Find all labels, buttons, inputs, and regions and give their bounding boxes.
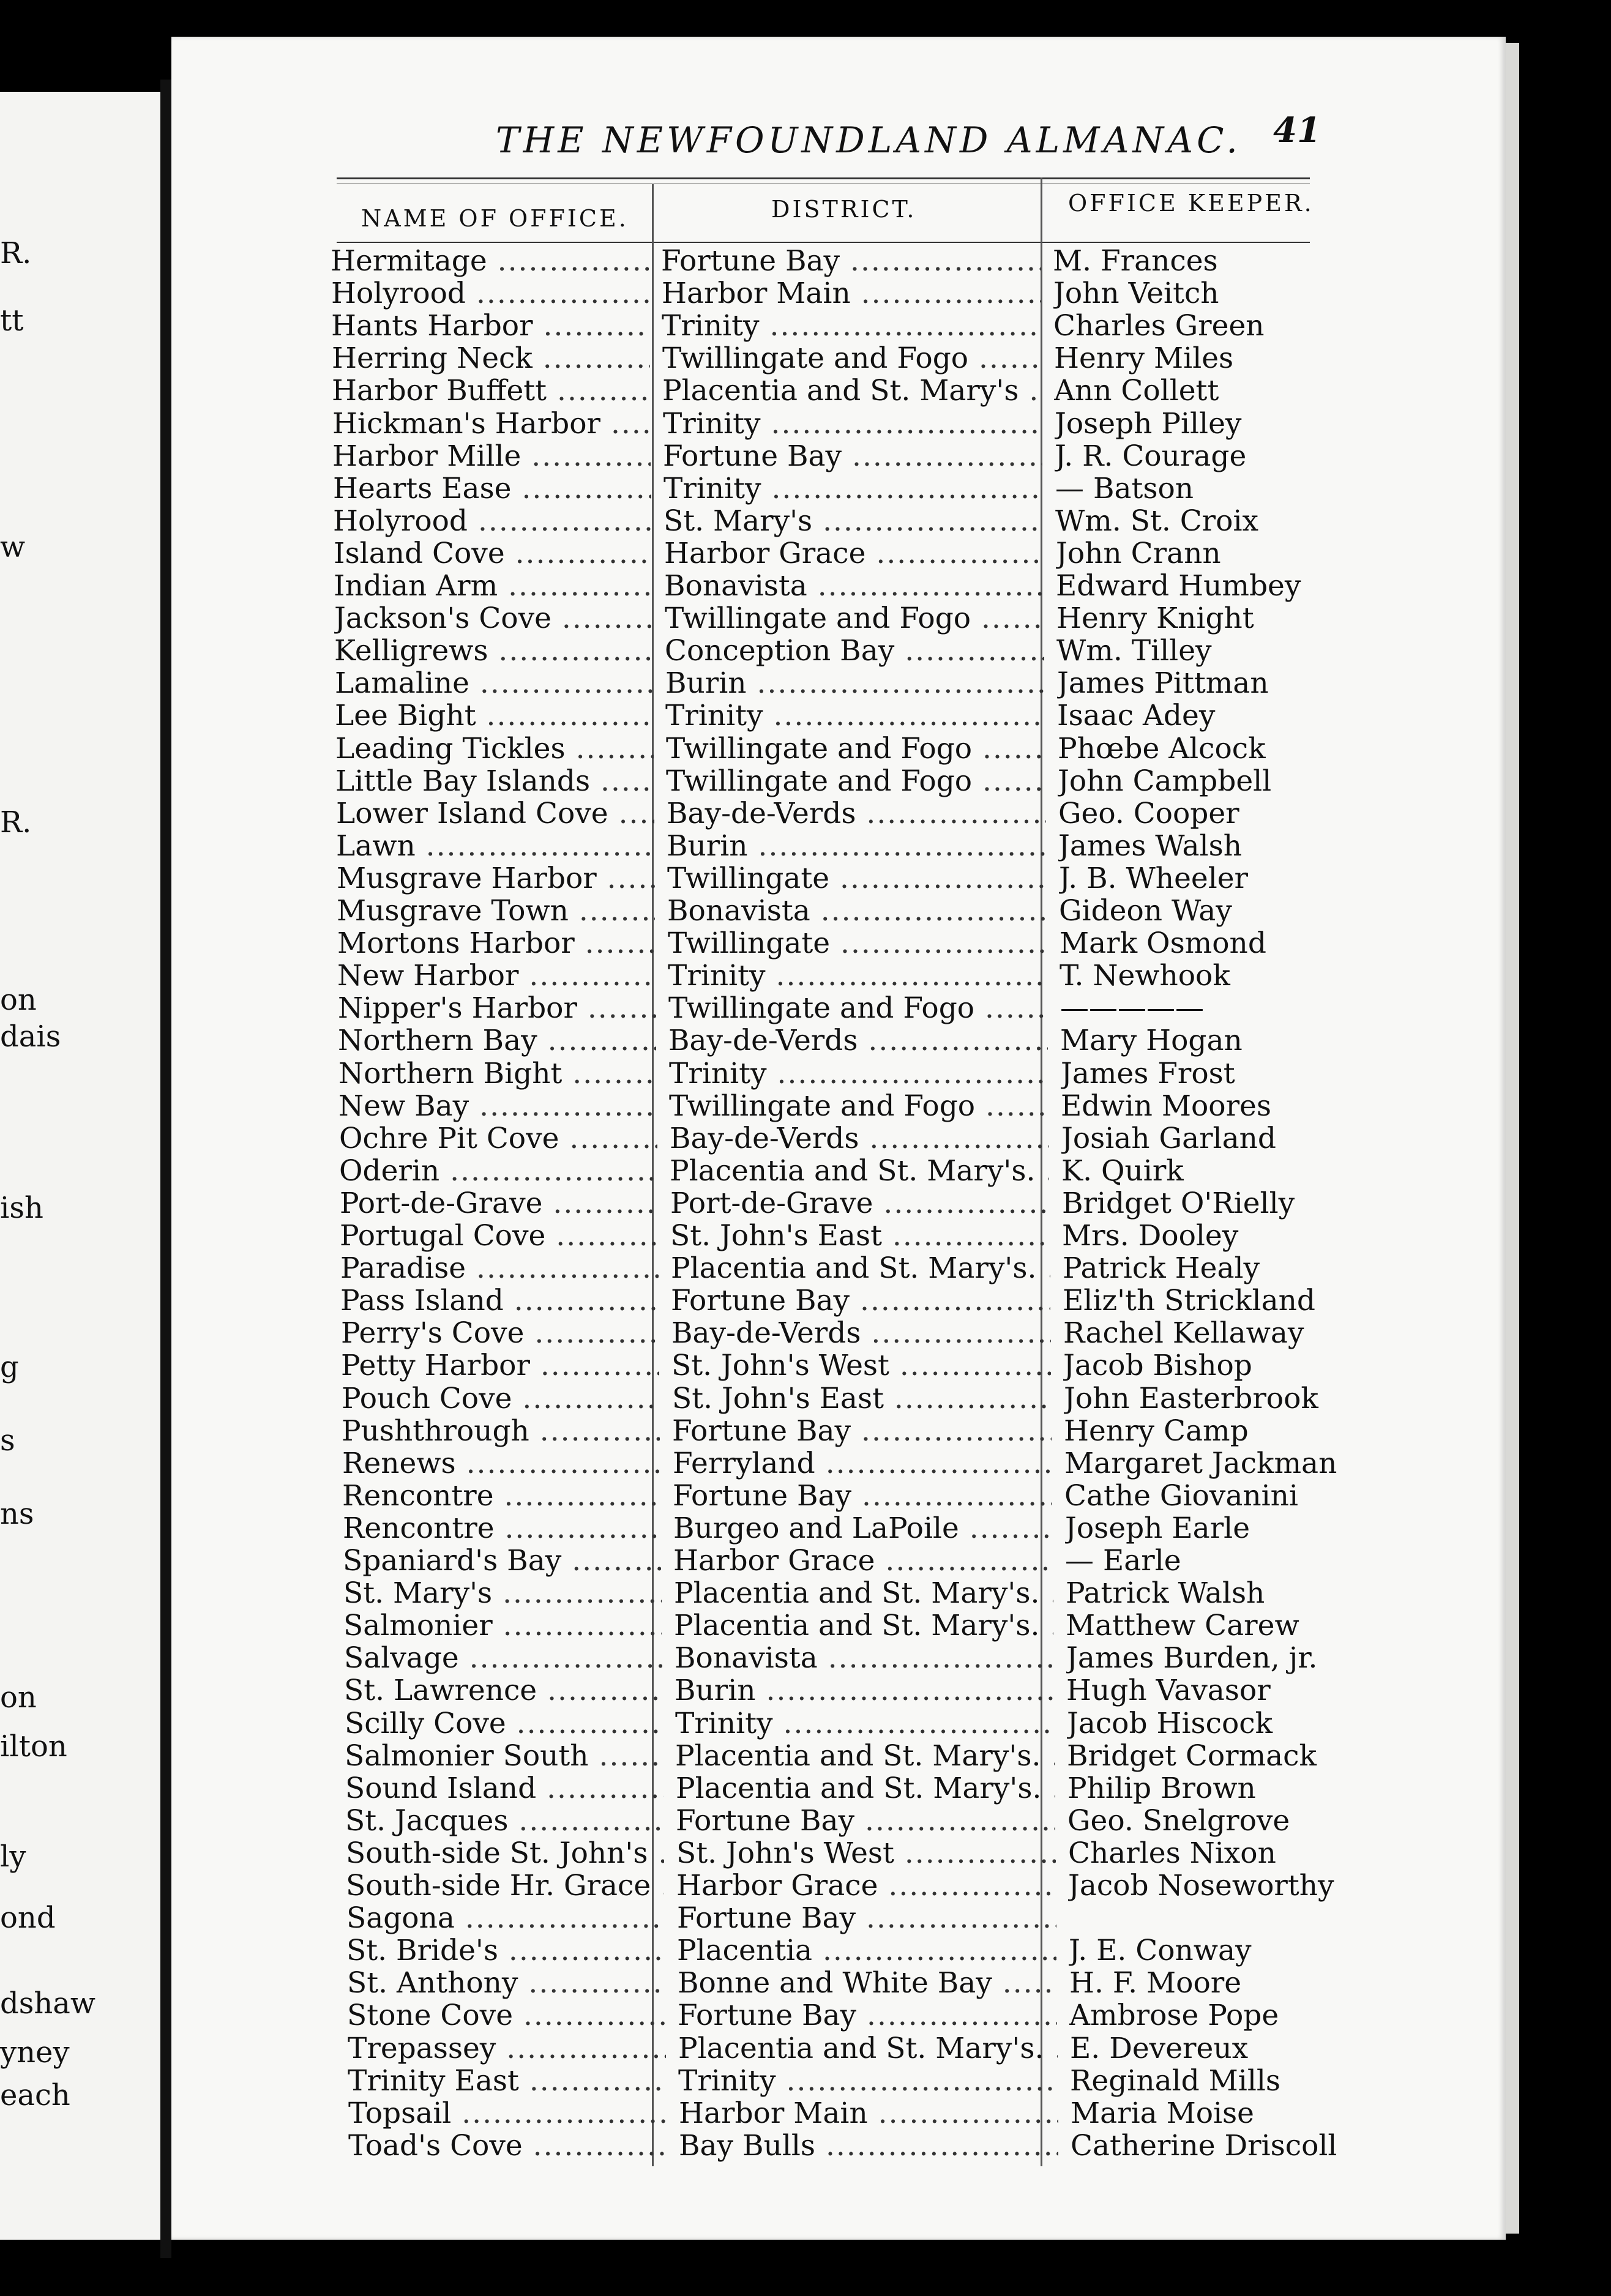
district-cell: Trinity ..... bbox=[669, 1057, 1048, 1090]
district-cell: Fortune Bay ..... bbox=[663, 440, 1042, 473]
office-keeper-cell: K. Quirk bbox=[1061, 1155, 1184, 1188]
district-cell: Placentia and St. Mary's ..... bbox=[662, 375, 1042, 408]
office-keeper-cell: Patrick Walsh bbox=[1066, 1577, 1265, 1610]
column-header-rule bbox=[337, 242, 1310, 243]
office-name-cell: Little Bay Islands ..... bbox=[335, 765, 654, 798]
district-cell: Twillingate ..... bbox=[668, 927, 1047, 960]
left-page-text: each bbox=[0, 2078, 70, 2112]
district-cell: Port-de-Grave ..... bbox=[670, 1187, 1050, 1220]
office-keeper-cell: ————— bbox=[1060, 992, 1204, 1025]
office-keeper-cell: James Frost bbox=[1061, 1057, 1235, 1090]
left-page-text: ns bbox=[0, 1497, 34, 1531]
district-cell: Bay-de-Verds ..... bbox=[670, 1122, 1049, 1155]
office-keeper-cell: Ann Collett bbox=[1054, 375, 1219, 408]
office-keeper-cell: Mary Hogan bbox=[1060, 1024, 1243, 1057]
district-cell: Placentia and St. Mary's. ..... bbox=[676, 1772, 1055, 1805]
district-cell: Ferryland ..... bbox=[673, 1447, 1052, 1480]
office-name-cell: Musgrave Town ..... bbox=[337, 895, 655, 928]
district-cell: Fortune Bay ..... bbox=[661, 245, 1041, 278]
district-cell: Placentia and St. Mary's. ..... bbox=[674, 1577, 1053, 1610]
office-keeper-cell: Bridget O'Rielly bbox=[1062, 1187, 1295, 1220]
office-name-cell: Lawn ..... bbox=[336, 830, 654, 863]
office-name-cell: Northern Bight ..... bbox=[338, 1057, 657, 1090]
office-keeper-cell: John Veitch bbox=[1053, 277, 1219, 310]
district-cell: Bonavista ..... bbox=[675, 1642, 1054, 1675]
office-keeper-cell: Charles Green bbox=[1053, 310, 1265, 343]
office-keeper-cell: John Crann bbox=[1056, 537, 1221, 570]
office-keeper-cell: James Burden, jr. bbox=[1066, 1642, 1318, 1675]
district-cell: Fortune Bay ..... bbox=[678, 1999, 1057, 2032]
office-name-cell: Hants Harbor ..... bbox=[331, 310, 649, 343]
office-keeper-cell: Edward Humbey bbox=[1056, 570, 1301, 603]
office-keeper-cell: Maria Moise bbox=[1071, 2097, 1254, 2130]
district-cell: Trinity ..... bbox=[668, 960, 1047, 993]
district-cell: Harbor Grace ..... bbox=[673, 1545, 1053, 1578]
office-keeper-cell: Gideon Way bbox=[1059, 895, 1232, 928]
office-keeper-cell: Wm. Tilley bbox=[1056, 635, 1212, 668]
office-keeper-cell: E. Devereux bbox=[1070, 2032, 1249, 2065]
district-cell: Twillingate and Fogo ..... bbox=[662, 342, 1042, 375]
left-page-text: dais bbox=[0, 1019, 61, 1054]
district-cell: Trinity ..... bbox=[662, 310, 1041, 343]
office-name-cell: New Bay ..... bbox=[338, 1090, 657, 1123]
office-name-cell: Herring Neck ..... bbox=[332, 342, 650, 375]
office-keeper-cell: Ambrose Pope bbox=[1069, 1999, 1279, 2032]
office-name-cell: Hearts Ease ..... bbox=[333, 472, 651, 505]
district-cell: Bonavista ..... bbox=[664, 570, 1044, 603]
office-name-cell: Sound Island ..... bbox=[345, 1772, 663, 1805]
left-page-text: ly bbox=[0, 1839, 26, 1874]
office-name-cell: Nipper's Harbor ..... bbox=[338, 992, 656, 1025]
left-page-text: tt bbox=[0, 304, 24, 338]
office-keeper-cell: Eliz'th Strickland bbox=[1063, 1284, 1315, 1318]
office-name-cell: Trinity East ..... bbox=[348, 2065, 666, 2098]
district-cell: Trinity ..... bbox=[665, 699, 1045, 732]
district-cell: St. John's East ..... bbox=[672, 1382, 1052, 1415]
office-name-cell: Island Cove ..... bbox=[334, 537, 652, 570]
district-cell: Fortune Bay ..... bbox=[672, 1415, 1052, 1448]
header-rule bbox=[337, 177, 1310, 179]
page-number: 41 bbox=[1273, 110, 1321, 151]
office-keeper-cell: Jacob Hiscock bbox=[1067, 1707, 1273, 1740]
district-cell: Bay-de-Verds ..... bbox=[671, 1317, 1051, 1350]
office-name-cell: Oderin ..... bbox=[339, 1155, 657, 1188]
office-keeper-cell: Henry Knight bbox=[1056, 602, 1254, 635]
office-name-cell: Holyrood ..... bbox=[333, 505, 651, 538]
district-cell: Conception Bay ..... bbox=[665, 635, 1044, 668]
office-keeper-cell: Josiah Garland bbox=[1061, 1122, 1276, 1155]
district-cell: Fortune Bay ..... bbox=[676, 1805, 1055, 1838]
left-page-fragment bbox=[0, 92, 160, 2240]
office-name-cell: Northern Bay ..... bbox=[338, 1024, 656, 1057]
office-name-cell: South-side Hr. Grace ..... bbox=[346, 1869, 664, 1903]
district-cell: Placentia and St. Mary's. ..... bbox=[675, 1740, 1055, 1773]
district-cell: Placentia and St. Mary's. ..... bbox=[678, 2032, 1058, 2065]
district-cell: Burgeo and LaPoile ..... bbox=[673, 1512, 1053, 1545]
office-keeper-cell: J. R. Courage bbox=[1055, 440, 1247, 473]
left-page-text: w bbox=[0, 530, 26, 564]
office-name-cell: Indian Arm ..... bbox=[334, 570, 652, 603]
office-name-cell: Renews ..... bbox=[342, 1447, 660, 1480]
book-spine bbox=[160, 80, 171, 2258]
district-cell: Bay Bulls ..... bbox=[679, 2130, 1058, 2163]
office-keeper-cell: Catherine Driscoll bbox=[1071, 2130, 1337, 2163]
office-keeper-cell: Rachel Kellaway bbox=[1063, 1317, 1304, 1350]
office-name-cell: Lee Bight ..... bbox=[335, 699, 653, 732]
office-name-cell: Lower Island Cove ..... bbox=[336, 797, 654, 830]
left-page-text: yney bbox=[0, 2035, 70, 2070]
left-page-text: on bbox=[0, 983, 37, 1017]
district-cell: Fortune Bay ..... bbox=[677, 1902, 1056, 1935]
left-page-text: R. bbox=[0, 805, 32, 840]
office-name-cell: Pass Island ..... bbox=[340, 1284, 659, 1318]
office-keeper-cell: T. Newhook bbox=[1060, 960, 1230, 993]
office-keeper-cell: — Batson bbox=[1055, 472, 1194, 505]
office-keeper-cell: Henry Miles bbox=[1054, 342, 1234, 375]
left-page-text: ilton bbox=[0, 1729, 67, 1764]
office-keeper-cell: Mark Osmond bbox=[1060, 927, 1266, 960]
office-name-cell: Scilly Cove ..... bbox=[345, 1707, 663, 1740]
office-name-cell: Rencontre ..... bbox=[343, 1512, 661, 1545]
office-name-cell: Lamaline ..... bbox=[335, 667, 653, 700]
district-cell: St. John's East ..... bbox=[670, 1220, 1050, 1253]
district-cell: Bonne and White Bay ..... bbox=[678, 1967, 1057, 2000]
district-cell: Trinity ..... bbox=[663, 472, 1043, 505]
office-name-cell: Jackson's Cove ..... bbox=[334, 602, 652, 635]
office-name-cell: Sagona ..... bbox=[346, 1902, 665, 1935]
office-name-cell: Holyrood ..... bbox=[331, 277, 649, 310]
office-keeper-cell: Philip Brown bbox=[1067, 1772, 1256, 1805]
office-keeper-cell: Reginald Mills bbox=[1070, 2065, 1281, 2098]
office-name-cell: Mortons Harbor ..... bbox=[337, 927, 656, 960]
office-name-cell: Topsail ..... bbox=[348, 2097, 667, 2130]
left-page-text: dshaw bbox=[0, 1986, 95, 2021]
column-header-keeper: OFFICE KEEPER. bbox=[1068, 190, 1314, 217]
district-cell: Placentia and St. Mary's. ..... bbox=[670, 1155, 1049, 1188]
office-name-cell: Portugal Cove ..... bbox=[340, 1220, 658, 1253]
office-name-cell: Port-de-Grave ..... bbox=[340, 1187, 658, 1220]
page-title: THE NEWFOUNDLAND ALMANAC. bbox=[496, 119, 1241, 161]
office-keeper-cell: Patrick Healy bbox=[1063, 1252, 1260, 1285]
office-keeper-cell: Geo. Snelgrove bbox=[1067, 1805, 1290, 1838]
district-cell: Twillingate ..... bbox=[667, 862, 1047, 895]
office-keeper-cell: J. E. Conway bbox=[1069, 1934, 1252, 1967]
office-name-cell: Ochre Pit Cove ..... bbox=[339, 1122, 657, 1155]
office-name-cell: Spaniard's Bay ..... bbox=[343, 1545, 661, 1578]
office-name-cell: St. Mary's ..... bbox=[343, 1577, 662, 1610]
office-name-cell: Stone Cove ..... bbox=[347, 1999, 665, 2032]
office-keeper-cell: John Easterbrook bbox=[1064, 1382, 1318, 1415]
district-cell: Placentia and St. Mary's. ..... bbox=[671, 1252, 1050, 1285]
office-keeper-cell: Joseph Earle bbox=[1065, 1512, 1250, 1545]
district-cell: Trinity ..... bbox=[663, 408, 1042, 441]
district-cell: Harbor Grace ..... bbox=[664, 537, 1044, 570]
office-keeper-cell: Mrs. Dooley bbox=[1062, 1220, 1239, 1253]
office-name-cell: Pushthrough ..... bbox=[342, 1415, 660, 1448]
office-keeper-cell: Hugh Vavasor bbox=[1066, 1674, 1271, 1707]
district-cell: Bonavista ..... bbox=[667, 895, 1047, 928]
district-cell: Trinity ..... bbox=[678, 2065, 1058, 2098]
district-cell: Harbor Grace ..... bbox=[676, 1869, 1056, 1903]
district-cell: Burin ..... bbox=[667, 830, 1046, 863]
office-keeper-cell: — Earle bbox=[1065, 1545, 1181, 1578]
left-page-text: ond bbox=[0, 1901, 56, 1935]
office-keeper-cell: John Campbell bbox=[1058, 765, 1272, 798]
office-name-cell: St. Anthony ..... bbox=[347, 1967, 665, 2000]
office-keeper-cell: H. F. Moore bbox=[1069, 1967, 1242, 2000]
office-keeper-cell: Jacob Noseworthy bbox=[1068, 1869, 1334, 1903]
office-keeper-cell: Charles Nixon bbox=[1068, 1837, 1276, 1870]
office-keeper-cell: Matthew Carew bbox=[1066, 1609, 1299, 1642]
page-edge bbox=[1506, 43, 1519, 2234]
office-keeper-cell: Henry Camp bbox=[1064, 1415, 1249, 1448]
office-keeper-cell: James Walsh bbox=[1058, 830, 1242, 863]
district-cell: Placentia ..... bbox=[677, 1934, 1056, 1967]
office-keeper-cell: Margaret Jackman bbox=[1064, 1447, 1337, 1480]
column-header-office: NAME OF OFFICE. bbox=[361, 205, 629, 232]
office-name-cell: South-side St. John's ..... bbox=[346, 1837, 664, 1870]
office-keeper-cell: Phœbe Alcock bbox=[1058, 732, 1266, 766]
office-keeper-cell: Cathe Giovanini bbox=[1064, 1480, 1298, 1513]
office-name-cell: Petty Harbor ..... bbox=[341, 1349, 659, 1382]
left-page-text: ish bbox=[0, 1191, 43, 1225]
district-cell: St. John's West ..... bbox=[676, 1837, 1056, 1870]
office-name-cell: Kelligrews ..... bbox=[334, 635, 652, 668]
office-name-cell: Trepassey ..... bbox=[348, 2032, 666, 2065]
district-cell: Bay-de-Verds ..... bbox=[667, 797, 1046, 830]
office-keeper-cell: Geo. Cooper bbox=[1058, 797, 1239, 830]
office-keeper-cell: J. B. Wheeler bbox=[1059, 862, 1249, 895]
office-keeper-cell: Isaac Adey bbox=[1057, 699, 1216, 732]
office-name-cell: Musgrave Harbor ..... bbox=[337, 862, 655, 895]
district-cell: Twillingate and Fogo ..... bbox=[666, 732, 1045, 766]
office-name-cell: Hickman's Harbor ..... bbox=[332, 408, 651, 441]
district-cell: Harbor Main ..... bbox=[679, 2097, 1058, 2130]
column-header-district: DISTRICT. bbox=[771, 196, 917, 223]
district-cell: St. John's West ..... bbox=[671, 1349, 1051, 1382]
office-name-cell: Salvage ..... bbox=[344, 1642, 662, 1675]
office-name-cell: New Harbor ..... bbox=[337, 960, 656, 993]
district-cell: Twillingate and Fogo ..... bbox=[669, 1090, 1048, 1123]
office-keeper-cell: Bridget Cormack bbox=[1067, 1740, 1317, 1773]
office-name-cell: Harbor Mille ..... bbox=[332, 440, 651, 473]
left-page-text: g bbox=[0, 1350, 19, 1384]
district-cell: Placentia and St. Mary's. ..... bbox=[674, 1609, 1053, 1642]
district-cell: Twillingate and Fogo ..... bbox=[665, 602, 1044, 635]
office-name-cell: Leading Tickles ..... bbox=[335, 732, 654, 766]
office-keeper-cell: Jacob Bishop bbox=[1063, 1349, 1252, 1382]
district-cell: Fortune Bay ..... bbox=[671, 1284, 1050, 1318]
office-name-cell: Salmonier South ..... bbox=[345, 1740, 663, 1773]
district-cell: Burin ..... bbox=[675, 1674, 1054, 1707]
office-name-cell: Paradise ..... bbox=[340, 1252, 659, 1285]
office-name-cell: St. Lawrence ..... bbox=[344, 1674, 662, 1707]
district-cell: Bay-de-Verds ..... bbox=[668, 1024, 1048, 1057]
office-name-cell: Hermitage ..... bbox=[331, 245, 649, 278]
office-name-cell: Toad's Cove ..... bbox=[348, 2130, 667, 2163]
district-cell: Trinity ..... bbox=[675, 1707, 1055, 1740]
left-page-text: R. bbox=[0, 236, 32, 270]
office-keeper-cell: M. Frances bbox=[1053, 245, 1218, 278]
district-cell: Harbor Main ..... bbox=[662, 277, 1041, 310]
district-cell: Burin ..... bbox=[665, 667, 1045, 700]
office-name-cell: Pouch Cove ..... bbox=[342, 1382, 660, 1415]
office-keeper-cell: Edwin Moores bbox=[1061, 1090, 1271, 1123]
district-cell: Twillingate and Fogo ..... bbox=[666, 765, 1045, 798]
left-page-text: s bbox=[0, 1423, 15, 1458]
office-keeper-cell: Joseph Pilley bbox=[1055, 408, 1242, 441]
office-name-cell: St. Jacques ..... bbox=[345, 1805, 663, 1838]
district-cell: Twillingate and Fogo ..... bbox=[668, 992, 1048, 1025]
left-page-text: on bbox=[0, 1680, 37, 1715]
office-name-cell: St. Bride's ..... bbox=[346, 1934, 665, 1967]
office-keeper-cell: Wm. St. Croix bbox=[1055, 505, 1258, 538]
office-name-cell: Salmonier ..... bbox=[343, 1609, 662, 1642]
office-name-cell: Harbor Buffett ..... bbox=[332, 375, 650, 408]
office-name-cell: Perry's Cove ..... bbox=[341, 1317, 659, 1350]
district-cell: St. Mary's ..... bbox=[663, 505, 1043, 538]
office-keeper-cell: James Pittman bbox=[1057, 667, 1269, 700]
office-name-cell: Rencontre ..... bbox=[342, 1480, 660, 1513]
district-cell: Fortune Bay ..... bbox=[673, 1480, 1052, 1513]
